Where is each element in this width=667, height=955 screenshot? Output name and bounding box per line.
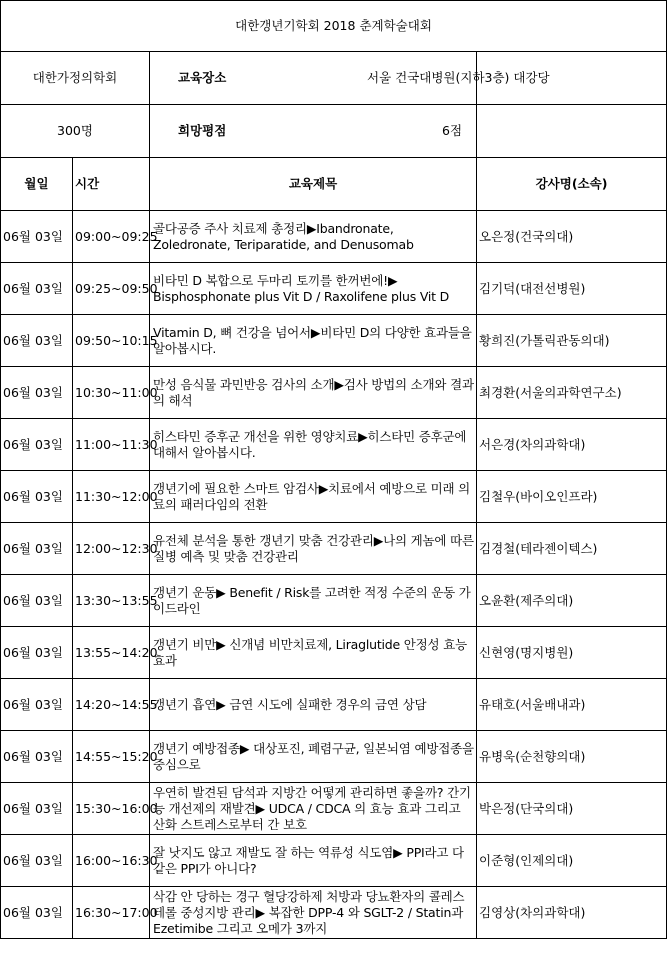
attendee-count: 300명 [1,105,150,158]
session-speaker: 유병욱(순천향의대) [477,731,667,783]
session-topic: 비타민 D 복합으로 두마리 토끼를 한꺼번에!▶ Bisphosphonate plus Vit D / Raxolifene plus Vit D [150,263,477,315]
session-speaker: 유태호(서울배내과) [477,679,667,731]
points-value: 6점 [442,123,463,138]
info-row-place [1,52,667,105]
session-date: 06월 03일 [1,835,73,887]
session-speaker: 최경환(서울의과학연구소) [477,367,667,419]
table-row [1,367,667,419]
session-topic: 우연히 발견된 담석과 지방간 어떻게 관리하면 좋을까? 간기능 개선제의 재발견▶ UDCA / CDCA 의 효능 효과 그리고 산화 스트레스로부터 간 보호 [150,783,477,835]
session-date: 06월 03일 [1,263,73,315]
session-topic: 만성 음식물 과민반응 검사의 소개▶검사 방법의 소개와 결과의 해석 [150,367,477,419]
table-row [1,523,667,575]
session-topic: 잘 낫지도 않고 재발도 잘 하는 역류성 식도염▶ PPI라고 다 같은 PPI가 아니다? [150,835,477,887]
session-speaker: 오은정(건국의대) [477,211,667,263]
session-date: 06월 03일 [1,887,73,939]
table-row [1,627,667,679]
session-speaker: 박은정(단국의대) [477,783,667,835]
session-date: 06월 03일 [1,315,73,367]
title-row [1,1,667,52]
session-speaker: 김철우(바이오인프라) [477,471,667,523]
session-topic: 골다공증 주사 치료제 총정리▶Ibandronate, Zoledronate, Teriparatide, and Denusomab [150,211,477,263]
session-topic: 갱년기 운동▶ Benefit / Risk를 고려한 적정 수준의 운동 가이드라인 [150,575,477,627]
session-speaker: 오윤환(제주의대) [477,575,667,627]
session-speaker: 황희진(가톨릭관동의대) [477,315,667,367]
session-date: 06월 03일 [1,419,73,471]
place-value: 서울 건국대병원(지하3층) 대강당 [367,70,550,85]
session-time: 09:25~09:50 [73,263,150,315]
session-date: 06월 03일 [1,679,73,731]
organizer: 대한가정의학회 [1,52,150,105]
info-row-points [1,105,667,158]
session-speaker: 이준형(인제의대) [477,835,667,887]
table-row [1,471,667,523]
header-speaker: 강사명(소속) [477,158,667,211]
session-date: 06월 03일 [1,627,73,679]
table-row [1,887,667,939]
session-date: 06월 03일 [1,731,73,783]
session-topic: 갱년기에 필요한 스마트 암검사▶치료에서 예방으로 미래 의료의 패러다임의 전환 [150,471,477,523]
session-date: 06월 03일 [1,783,73,835]
session-date: 06월 03일 [1,575,73,627]
header-row [1,158,667,211]
session-speaker: 김기덕(대전선병원) [477,263,667,315]
session-time: 14:55~15:20 [73,731,150,783]
table-row [1,679,667,731]
session-time: 16:00~16:30 [73,835,150,887]
session-topic: 삭감 안 당하는 경구 혈당강하제 처방과 당뇨환자의 콜레스테롤 중성지방 관리▶ 복잡한 DPP-4 와 SGLT-2 / Statin과 Ezetimibe 그리고 오메가 3까지 [150,887,477,939]
session-time: 13:30~13:55 [73,575,150,627]
table-row [1,263,667,315]
session-time: 15:30~16:00 [73,783,150,835]
session-date: 06월 03일 [1,211,73,263]
session-speaker: 김영상(차의과학대) [477,887,667,939]
session-date: 06월 03일 [1,367,73,419]
session-time: 14:20~14:55 [73,679,150,731]
header-date: 월일 [1,158,73,211]
session-time: 09:00~09:25 [73,211,150,263]
session-speaker: 김경철(테라젠이텍스) [477,523,667,575]
session-speaker: 서은경(차의과학대) [477,419,667,471]
table-row [1,783,667,835]
session-speaker: 신현영(명지병원) [477,627,667,679]
session-topic: Vitamin D, 뼈 건강을 넘어서▶비타민 D의 다양한 효과들을 알아봅시다. [150,315,477,367]
table-row [1,731,667,783]
session-date: 06월 03일 [1,523,73,575]
session-topic: 갱년기 흡연▶ 금연 시도에 실패한 경우의 금연 상담 [150,679,477,731]
session-topic: 히스타민 증후군 개선을 위한 영양치료▶히스타민 증후군에 대해서 알아봅시다. [150,419,477,471]
session-topic: 갱년기 예방접종▶ 대상포진, 폐렴구균, 일본뇌염 예방접종을 중심으로 [150,731,477,783]
table-row [1,575,667,627]
session-time: 10:30~11:00 [73,367,150,419]
points-label: 희망평점 [150,105,477,158]
session-time: 13:55~14:20 [73,627,150,679]
event-title: 대한갱년기학회 2018 춘계학술대회 [1,1,667,52]
header-time: 시간 [73,158,150,211]
header-topic: 교육제목 [150,158,477,211]
session-topic: 유전체 분석을 통한 갱년기 맞춤 건강관리▶나의 게놈에 따른 질병 예측 및 맞춤 건강관리 [150,523,477,575]
table-row [1,835,667,887]
session-topic: 갱년기 비만▶ 신개념 비만치료제, Liraglutide 안정성 효능 효과 [150,627,477,679]
table-row [1,211,667,263]
session-time: 11:30~12:00 [73,471,150,523]
session-time: 11:00~11:30 [73,419,150,471]
session-time: 12:00~12:30 [73,523,150,575]
table-row [1,315,667,367]
session-time: 16:30~17:00 [73,887,150,939]
table-row [1,419,667,471]
session-time: 09:50~10:15 [73,315,150,367]
place-label: 교육장소 [150,52,477,105]
session-date: 06월 03일 [1,471,73,523]
